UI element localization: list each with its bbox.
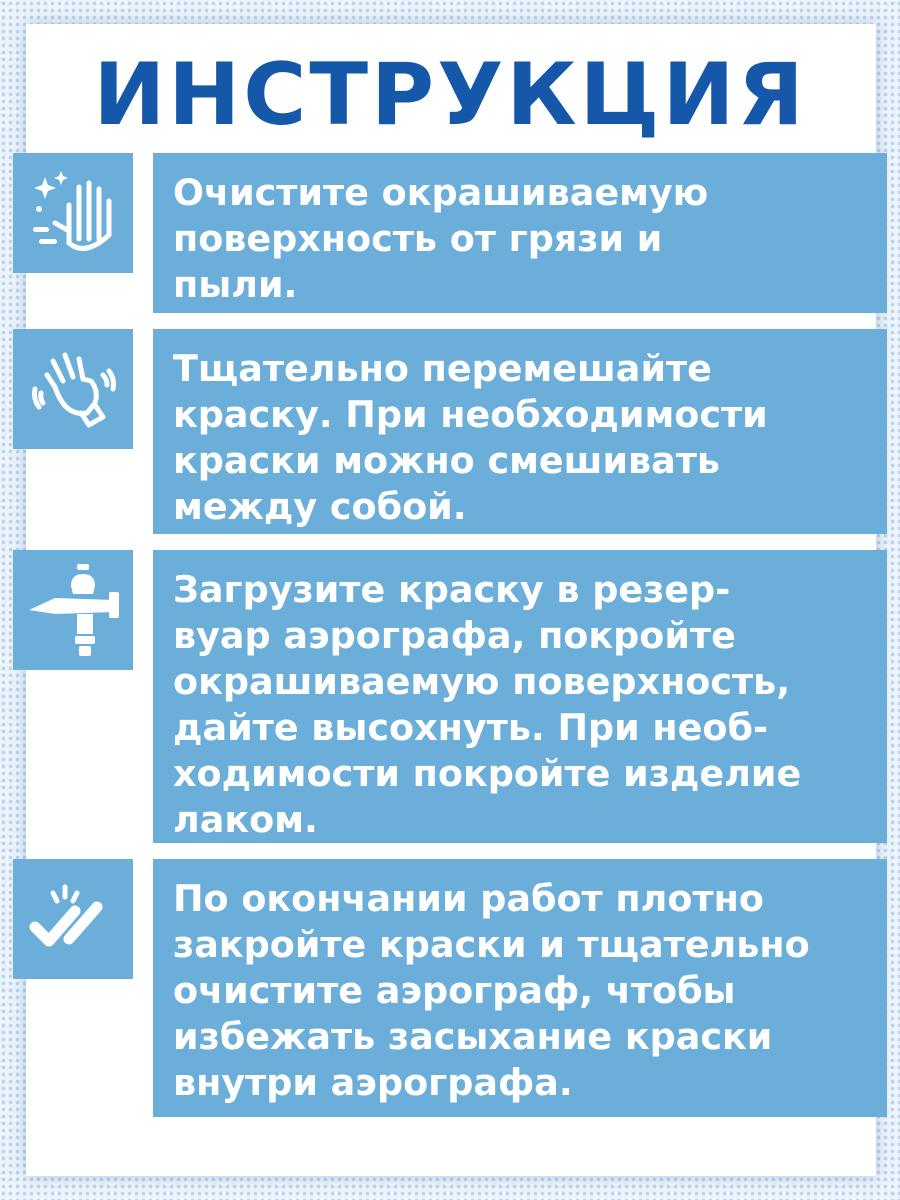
- waving-glove-icon: [25, 341, 121, 437]
- step-3-text: Загрузите краску в резер- вуар аэрографа, покройте окрашиваемую поверхность, дайте высохнуть. При необ- ходимости покройте изделие лаком.: [173, 568, 802, 841]
- step-1-panel: [153, 153, 887, 313]
- step-1-text: Очистите окрашиваемую поверхность от грязи и пыли.: [173, 171, 709, 306]
- step-3-icon-box: [13, 550, 133, 670]
- step-3-panel: [153, 550, 887, 843]
- step-1-icon-box: [13, 153, 133, 273]
- step-2-panel: [153, 329, 887, 534]
- step-4-text: По окончании работ плотно закройте краски и тщательно очистите аэрограф, чтобы избежать засыхание краски внутри аэрографа.: [173, 877, 810, 1104]
- page-title: ИНСТРУКЦИЯ: [93, 45, 807, 145]
- step-2-text: Тщательно перемешайте краску. При необходимости краски можно смешивать между собой.: [173, 347, 768, 528]
- airbrush-icon: [25, 562, 121, 658]
- clean-hand-icon: [25, 165, 121, 261]
- double-check-icon: [25, 871, 121, 967]
- step-4-panel: [153, 859, 887, 1117]
- step-2-icon-box: [13, 329, 133, 449]
- step-4-icon-box: [13, 859, 133, 979]
